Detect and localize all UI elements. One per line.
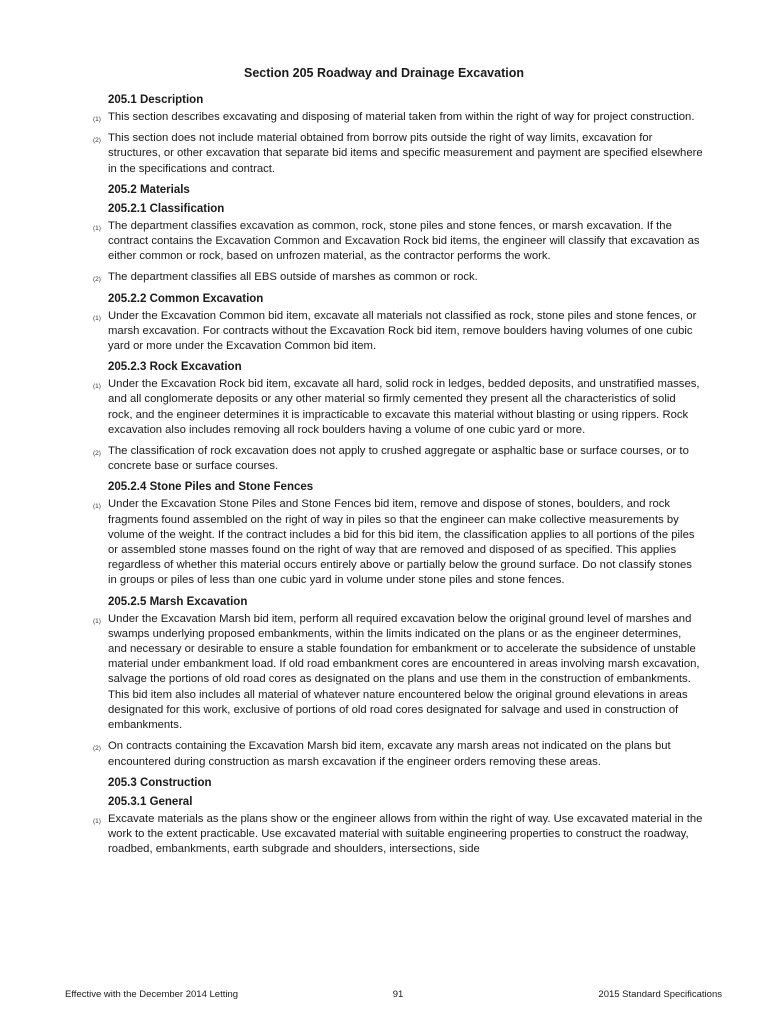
paragraph-text: The department classifies excavation as common, rock, stone piles and stone fences, or marsh excavation. If the contract contains the Excavation Common and Excavation Rock bid items, the engineer will classify that excavation as either common or rock, based on unfrozen material, as the contractor performs the work. bbox=[108, 219, 700, 263]
paragraph-text: This section does not include material obtained from borrow pits outside the right of way limits, excavation for structures, or other excavation that separate bid items and specific measurement and payment are specified elsewhere in the specifications and contract. bbox=[108, 132, 703, 175]
paragraph-text: Under the Excavation Common bid item, excavate all materials not classified as rock, stone piles and stone fences, or marsh excavation. For contracts without the Excavation Rock bid item, remove boulders having volumes of one cubic yard or more under the Excavation Common bid item. bbox=[108, 309, 697, 353]
numbered-paragraph bbox=[93, 812, 703, 858]
paragraph-text: Under the Excavation Rock bid item, excavate all hard, solid rock in ledges, bedded deposits, and unstratified masses, and all conglomerate deposits or any other material so firmly cemented they present all the characteristics of solid rock, and the engineer determines it is impracticable to excavate this material without blasting or using rippers. Rock excavation also includes removing all rock boulders having a volume of one cubic yard or more. bbox=[108, 378, 700, 436]
subsection-heading: 205.2.1 Classification bbox=[108, 202, 225, 215]
footer-effective-date: Effective with the December 2014 Letting bbox=[65, 989, 239, 1000]
subsection-heading: 205.2 Materials bbox=[108, 183, 190, 196]
numbered-paragraph bbox=[93, 110, 703, 125]
paragraph-number: (1) bbox=[93, 817, 101, 825]
numbered-paragraph bbox=[93, 309, 703, 355]
numbered-paragraph bbox=[93, 270, 703, 285]
numbered-paragraph bbox=[93, 219, 703, 265]
paragraph-number: (1) bbox=[93, 314, 101, 322]
paragraph-number: (1) bbox=[93, 383, 101, 391]
page-number: 91 bbox=[392, 989, 404, 1000]
subsection-heading: 205.3.1 General bbox=[108, 795, 193, 808]
paragraph-number: (2) bbox=[93, 745, 101, 753]
subsection-heading: 205.2.3 Rock Excavation bbox=[108, 361, 242, 374]
subsection-heading: 205.2.5 Marsh Excavation bbox=[108, 595, 248, 608]
paragraph-number: (2) bbox=[93, 137, 101, 145]
numbered-paragraph bbox=[93, 377, 703, 438]
section-content bbox=[93, 89, 703, 863]
paragraph-text: The department classifies all EBS outside of marshes as common or rock. bbox=[108, 271, 478, 284]
paragraph-text: Under the Excavation Marsh bid item, perform all required excavation below the original ground level of marshes and swamps underlying proposed embankments, within the limits indicated on the plans or as the engineer determines, and necessary or desirable to ensure a stable foundation for embankment or to accelerate the subsidence of unstable material under embankment load. If old road embankment cores are encountered in areas involving marsh excavation, salvage the portions of old road cores as designated on the plans and use them in the construction of embankments. This bid item also includes all material of whatever nature encountered below the original ground elevations in areas designated for this work, exclusive of portions of old road cores designated for salvage and used in construction of embankments. bbox=[108, 612, 700, 732]
paragraph-number: (2) bbox=[93, 276, 101, 284]
subsection-heading: 205.2.4 Stone Piles and Stone Fences bbox=[108, 481, 314, 494]
section-title: Section 205 Roadway and Drainage Excavation bbox=[244, 66, 524, 80]
paragraph-text: Under the Excavation Stone Piles and Stone Fences bid item, remove and dispose of stones, boulders, and rock fragments found assembled on the right of way in piles so that the engineer can make collective measurements by volume of the weight. If the contract includes a bid for this bid item, the classification applies to all portions of the piles or assembled stone masses found on the right of way that are removed and disposed of as specified. This applies regardless of whether this material occurs entirely above or partially below the ground surface. Do not classify stones in groups or piles of less than one cubic yard in volume under stone piles and stone fences. bbox=[108, 498, 695, 587]
paragraph-text: On contracts containing the Excavation Marsh bid item, excavate any marsh areas not indicated on the plans but encountered during construction as marsh excavation if the engineer orders removing these areas. bbox=[108, 740, 671, 768]
paragraph-number: (1) bbox=[93, 224, 101, 232]
subsection-heading: 205.1 Description bbox=[108, 94, 204, 106]
subsection-heading: 205.2.2 Common Excavation bbox=[108, 292, 264, 305]
paragraph-text: The classification of rock excavation does not apply to crushed aggregate or asphaltic base or surface courses, or to concrete base or surface courses. bbox=[108, 445, 689, 473]
paragraph-text: This section describes excavating and disposing of material taken from within the right of way for project construction. bbox=[108, 111, 695, 123]
numbered-paragraph bbox=[93, 444, 703, 474]
numbered-paragraph bbox=[93, 131, 703, 177]
paragraph-number: (2) bbox=[93, 450, 101, 458]
paragraph-number: (1) bbox=[93, 503, 101, 511]
numbered-paragraph bbox=[93, 612, 703, 734]
footer-publication: 2015 Standard Specifications bbox=[598, 989, 722, 1000]
paragraph-number: (1) bbox=[93, 617, 101, 625]
paragraph-number: (1) bbox=[93, 116, 101, 123]
paragraph-text: Excavate materials as the plans show or the engineer allows from within the right of way. Use excavated material in the work to the extent practicable. Use excavated material with suitable engineering properties to construct the roadway, roadbed, embankments, earth subgrade and shoulders, intersections, side bbox=[108, 812, 703, 856]
numbered-paragraph bbox=[93, 739, 703, 769]
subsection-heading: 205.3 Construction bbox=[108, 776, 212, 789]
numbered-paragraph bbox=[93, 497, 703, 588]
